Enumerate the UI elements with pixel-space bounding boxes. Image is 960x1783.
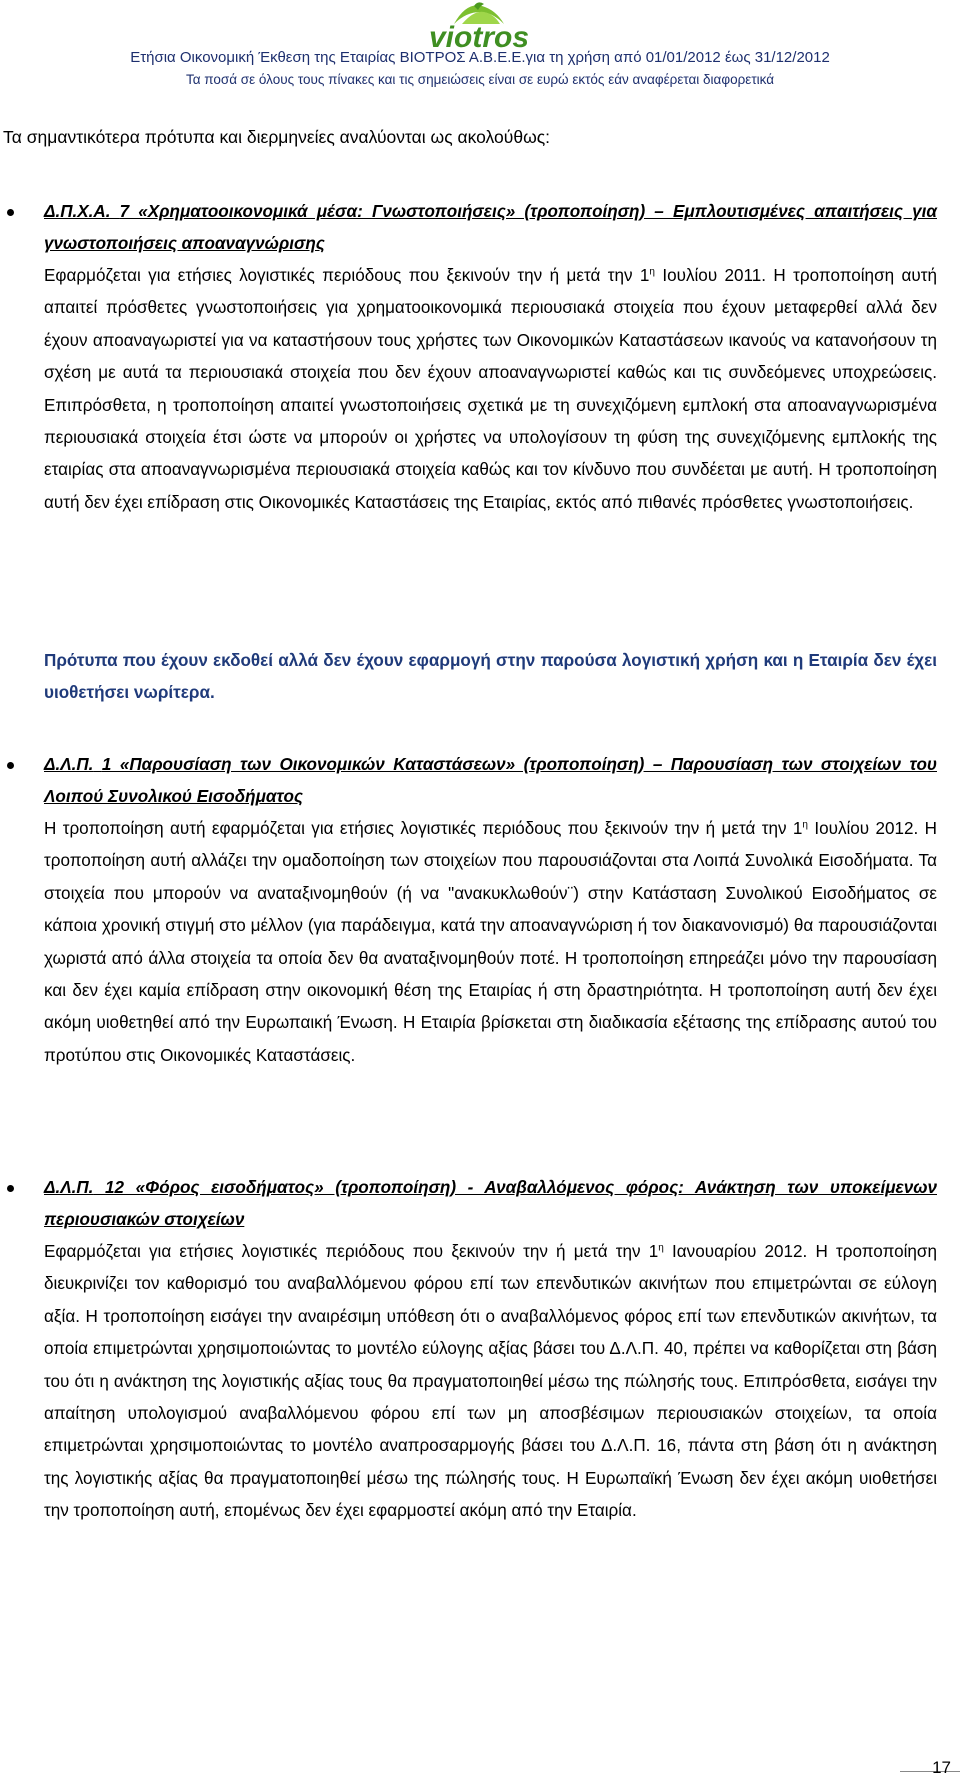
standard-section-ifrs7 (44, 196, 937, 519)
viotros-logo-icon (404, 2, 554, 56)
section-title-text: 12 «Φόρος εισοδήματος» (τροποποίηση) - Αναβαλλόμενος φόρος: Ανάκτηση των υποκείμενων περιουσιακών στοιχείων (44, 1178, 937, 1229)
superscript: η (649, 266, 655, 278)
section-title (44, 749, 937, 813)
section-code: Δ.Λ.Π. (44, 1178, 94, 1197)
body-part-b: Ιουλίου 2012. Η τροποποίηση αυτή αλλάζει την ομαδοποίηση των στοιχείων που παρουσιάζονται στα Λοιπά Συνολικά Εισοδήματα. Τα στοιχεία που μπορούν να αναταξινομηθούν (ή να "ανακυκλωθούν¨) στην Κατάσταση Συνολικού Εισοδήματος σε κάποια χρονική στιγμή στο μέλλον (για παράδειγμα, κατά την αποαναγνώριση ή τον διακανονισμό) θα παρουσιάζονται χωριστά από άλλα στοιχεία τα οποία δεν θα αναταξινομηθούν ποτέ. Η τροποποίηση επηρεάζει μόνο την παρουσίαση και δεν έχει καμία επίδραση στην οικονομική θέση της Εταιρίας ή στη δραστηριότητα. Η τροποποίηση αυτή δεν έχει ακόμη υιοθετηθεί από την Ευρωπαική Ένωση. Η Εταιρία βρίσκεται στη διαδικασία εξέτασης της επίδρασης αυτού του προτύπου στις Οικονομικές Καταστάσεις. (44, 819, 937, 1065)
bullet-icon (7, 209, 14, 216)
report-title: Ετήσια Οικονομική Έκθεση της Εταιρίας ΒΙΟΤΡΟΣ Α.Β.Ε.Ε.για τη χρήση από 01/01/2012 έως 31/12/2012 (130, 49, 830, 66)
body-part-a: Εφαρμόζεται για ετήσιες λογιστικές περιόδους που ξεκινούν την ή μετά την 1 (44, 266, 650, 285)
standard-section-ias12 (44, 1172, 937, 1528)
section-body (44, 813, 937, 1072)
bullet-icon (7, 1185, 14, 1192)
superscript: η (802, 819, 808, 831)
bullet-icon (7, 762, 14, 769)
section-title-text: 7 «Χρηματοοικονομικά μέσα: Γνωστοποιήσεις» (τροποποίηση) – Εμπλουτισμένες απαιτήσεις για γνωστοποιήσεις αποαναγνώρισης (44, 202, 937, 253)
standard-section-ias1 (44, 749, 937, 1072)
section-code: Δ.Λ.Π. (44, 755, 94, 774)
footer-divider (900, 1771, 960, 1772)
section-code: Δ.Π.Χ.Α. (44, 202, 111, 221)
intro-text: Τα σημαντικότερα πρότυπα και διερμηνείες αναλύονται ως ακολούθως: (3, 127, 551, 147)
section-title-text: 1 «Παρουσίαση των Οικονομικών Καταστάσεων» (τροποποίηση) – Παρουσίαση των στοιχείων του Λοιπού Συνολικού Εισοδήματος (44, 755, 937, 806)
body-part-a: Η τροποποίηση αυτή εφαρμόζεται για ετήσιες λογιστικές περιόδους που ξεκινούν την ή μετά την 1 (44, 819, 803, 838)
section-title (44, 196, 937, 260)
page-number: 17 (932, 1758, 951, 1777)
section-body (44, 260, 937, 519)
section-body (44, 1236, 937, 1528)
section-title (44, 1172, 937, 1236)
not-applied-heading: Πρότυπα που έχουν εκδοθεί αλλά δεν έχουν εφαρμογή στην παρούσα λογιστική χρήση και η Εταιρία δεν έχει υιοθετήσει νωρίτερα. (44, 651, 937, 702)
superscript: η (658, 1242, 664, 1254)
page-header (0, 0, 960, 92)
logo-text: viotros (428, 21, 530, 54)
body-part-b: Ιουλίου 2011. Η τροποποίηση αυτή απαιτεί πρόσθετες γνωστοποιήσεις για χρηματοοικονομικά περιουσιακά στοιχεία που έχουν μεταφερθεί αλλά δεν έχουν αποαναγωριστεί για να καταστήσουν τους χρήστες των Οικονομικών Καταστάσεων ικανούς να κατανοήσουν τη σχέση με αυτά τα περιουσιακά στοιχεία που δεν έχουν αποαναγνωριστεί καθώς και τις συνδεόμενες υποχρεώσεις. Επιπρόσθετα, η τροποποίηση απαιτεί γνωστοποιήσεις σχετικά με τη συνεχιζόμενη εμπλοκή στα αποαναγνωρισμένα περιουσιακά στοιχεία έτσι ώστε να μπορούν οι χρήστες να υπολογίσουν τη φύση της συνεχιζόμενης εμπλοκής της εταιρίας στα αποαναγνωρισμένα περιουσιακά στοιχεία καθώς και τον κίνδυνο που συνδέεται με αυτή. Η τροποποίηση αυτή δεν έχει επίδραση στις Οικονομικές Καταστάσεις της Εταιρίας, εκτός από πιθανές πρόσθετες γνωστοποιήσεις. (44, 266, 937, 512)
currency-note: Τα ποσά σε όλους τους πίνακες και τις σημειώσεις είναι σε ευρώ εκτός εάν αναφέρεται διαφορετικά (185, 72, 775, 87)
body-part-b: Ιανουαρίου 2012. Η τροποποίηση διευκρινίζει τον καθορισμό του αναβαλλόμενου φόρου επί των επενδυτικών ακινήτων που επιμετρώνται σε εύλογη αξία. Η τροποποίηση εισάγει την αναιρέσιμη υπόθεση ότι ο αναβαλλόμενος φόρος επί των επενδυτικών ακινήτων, τα οποία επιμετρώνται χρησιμοποιώντας το μοντέλο εύλογης αξίας βάσει του Δ.Λ.Π. 40, πρέπει να καθορίζεται στη βάση του ότι η ανάκτηση της λογιστικής αξίας τους θα πραγματοποιηθεί μέσω της πώλησής τους. Επιπρόσθετα, εισάγει την απαίτηση υπολογισμού αναβαλλόμενου φόρου επί των μη αποσβέσιμων περιουσιακών στοιχείων, τα οποία επιμετρώνται χρησιμοποιώντας το μοντέλο αναπροσαρμογής βάσει του Δ.Λ.Π. 16, πάντα στη βάση ότι η ανάκτηση της λογιστικής αξίας θα πραγματοποιηθεί μέσω της πώλησής τους. Η Ευρωπαϊκή Ένωση δεν έχει ακόμη υιοθετήσει την τροποποίηση αυτή, επομένως δεν έχει εφαρμοστεί ακόμη από την Εταιρία. (44, 1242, 937, 1521)
body-part-a: Εφαρμόζεται για ετήσιες λογιστικές περιόδους που ξεκινούν την ή μετά την 1 (44, 1242, 659, 1261)
